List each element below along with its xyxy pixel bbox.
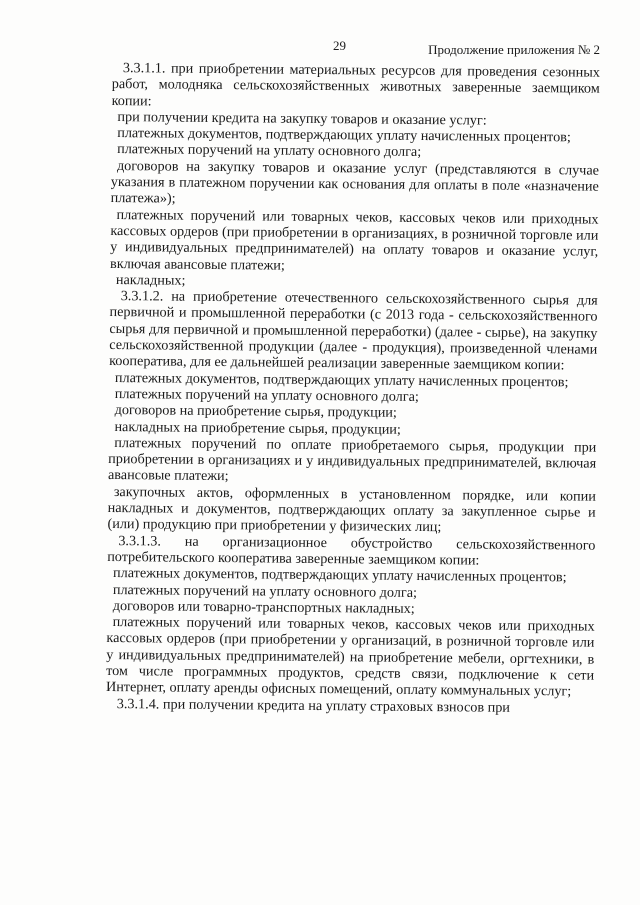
paragraph-3-3-1-4: 3.3.1.4. при получении кредита на уплату страховых взносов при: [116, 695, 511, 716]
paragraph-3-3-1-1: 3.3.1.1. при приобретении материальных ресурсов для проведения сезонных работ, молодняка сельскохозяйственных животных заверенные заемщиком копии:: [111, 60, 600, 109]
document-body: [106, 60, 600, 717]
paragraph: договоров на закупку товаров и оказание услуг (представляются в случае указания в платежном поручении как основания для оплаты в поле «назначение платежа»);: [110, 157, 600, 207]
paragraph: платежных поручений по оплате приобретаемого сырья, продукции при приобретении в организациях и у индивидуальных предпринимателей, включая авансовые платежи;: [107, 434, 597, 485]
paragraph: платежных поручений на уплату основного долга;: [117, 141, 422, 161]
paragraph: закупочных актов, оформленных в установленном порядке, или копии накладных и документов, подтверждающих оплату за закупленное сырье и (или) продукцию при приобретении у физических лиц;: [107, 483, 596, 536]
paragraph: накладных;: [115, 271, 186, 289]
paragraph: при получении кредита на закупку товаров и оказание услуг:: [117, 108, 487, 129]
paragraph: платежных поручений или товарных чеков, кассовых чеков или приходных кассовых ордеров (при приобретении у организаций, в розничной торговле или у индивидуальных предпринимателей) на приобретение мебели, оргтехники, в том числе программных продуктов, средств связи, подключение к сети Интернет, оплату аренды офисных помещений, оплату коммунальных услуг;: [105, 614, 595, 700]
paragraph: платежных документов, подтверждающих уплату начисленных процентов;: [112, 565, 567, 586]
page-header: [0, 38, 640, 58]
paragraph: накладных на приобретение сырья, продукции;: [114, 418, 401, 438]
paragraph: договоров на приобретение сырья, продукции;: [114, 402, 397, 421]
paragraph: договоров или товарно-транспортных накладных;: [112, 597, 415, 617]
page-number: 29: [333, 38, 346, 53]
paragraph-3-3-1-2: 3.3.1.2. на приобретение отечественного сельскохозяйственного сырья для первичной и промышленной переработки (с 2013 года - сельскохозяйственного сырья для первичной и промышленной переработки) (далее - сырье), на закупку сельскохозяйственной продукции (далее - продукция), произведенной членами кооператива, для ее дальнейшей реализации заверенные заемщиком копии:: [109, 288, 598, 374]
paragraph-3-3-1-3: 3.3.1.3. на организационное обустройство сельскохозяйственного потребительского кооператива заверенные заемщиком копии:: [107, 532, 596, 569]
paragraph: платежных поручений на уплату основного долга;: [112, 581, 418, 601]
paragraph: платежных поручений на уплату основного долга;: [114, 385, 419, 405]
running-head: Продолжение приложения № 2: [428, 42, 600, 57]
paragraph: платежных документов, подтверждающих уплату начисленных процентов;: [114, 369, 569, 391]
paragraph: платежных поручений или товарных чеков, кассовых чеков или приходных кассовых ордеров (при приобретении в организациях, в розничной торговле или у индивидуальных предпринимателей) на оплату товаров и оказание услуг, включая авансовые платежи;: [109, 206, 599, 274]
paragraph: платежных документов, подтверждающих уплату начисленных процентов;: [117, 125, 571, 146]
